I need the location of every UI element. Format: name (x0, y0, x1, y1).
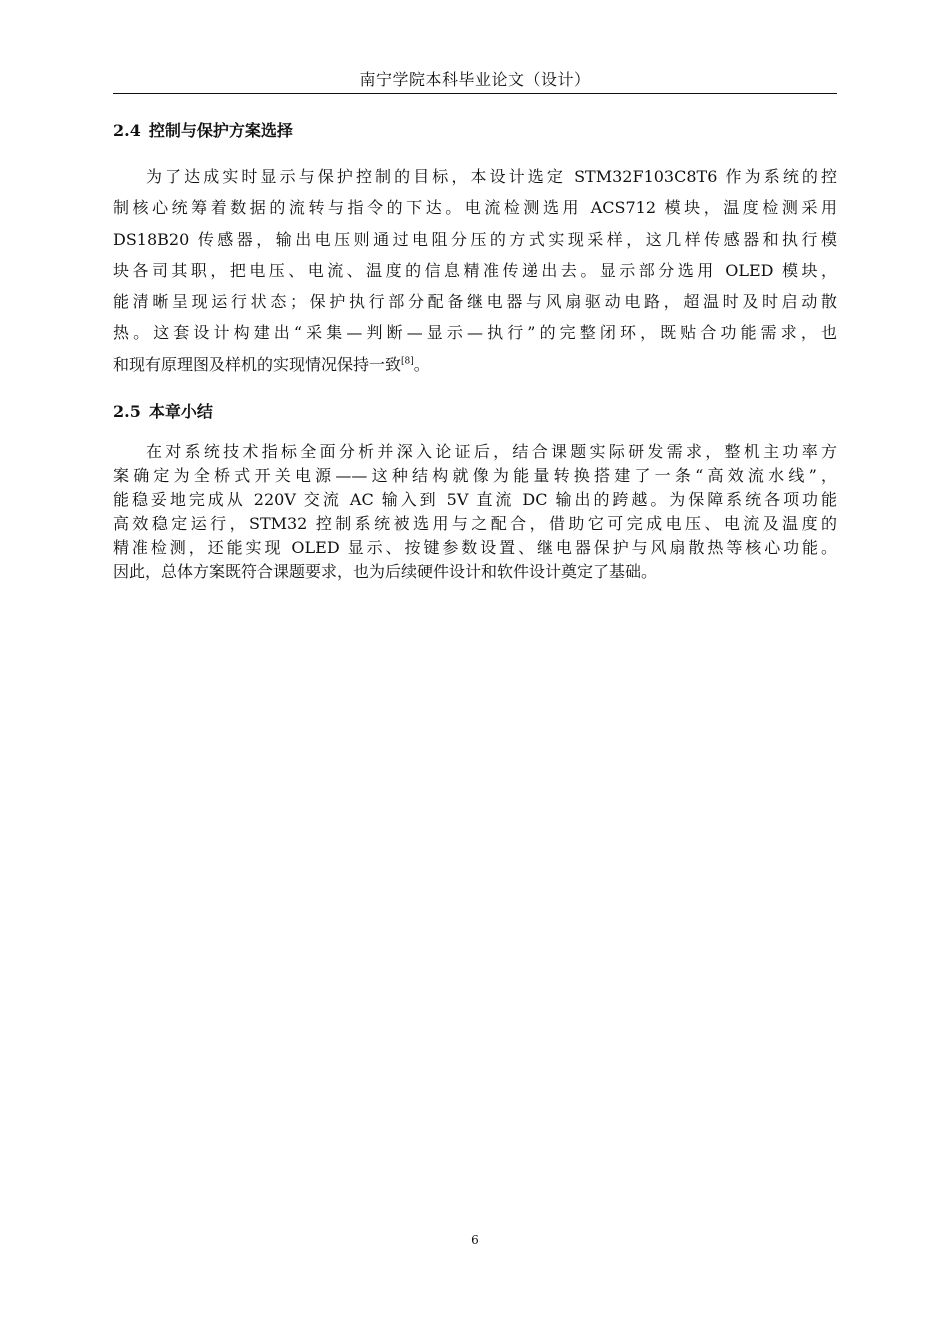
paragraph-line: 制核心统筹着数据的流转与指令的下达。电流检测选用 ACS712 模块，温度检测采用 (113, 198, 837, 218)
page-header (113, 66, 837, 94)
section-heading-2-4 (113, 119, 293, 143)
paragraph-line: 在对系统技术指标全面分析并深入论证后，结合课题实际研发需求，整机主功率方 (146, 442, 837, 461)
paragraph-line: 高效稳定运行，STM32 控制系统被选用与之配合，借助它可完成电压、电流及温度的 (113, 514, 837, 533)
section-title: 本章小结 (148, 402, 213, 421)
page-header-title: 南宁学院本科毕业论文（设计） (359, 70, 591, 89)
section-title: 控制与保护方案选择 (148, 121, 293, 140)
section-2-4-paragraph (113, 161, 837, 380)
paragraph-line: DS18B20 传感器，输出电压则通过电阻分压的方式实现采样，这几样传感器和执行模 (113, 229, 837, 249)
section-number: 2.4 (113, 121, 141, 140)
paragraph-line-text: 和现有原理图及样机的实现情况保持一致 (113, 354, 402, 374)
paragraph-line: 块各司其职，把电压、电流、温度的信息精准传递出去。显示部分选用 OLED 模块， (113, 260, 837, 280)
paragraph-line-end: 。 (413, 354, 430, 374)
citation-reference: [8] (401, 356, 414, 367)
paragraph-line: 精准检测，还能实现 OLED 显示、按键参数设置、继电器保护与风扇散热等核心功能。 (113, 538, 837, 557)
section-heading-2-5 (113, 400, 213, 424)
paragraph-line: 能清晰呈现运行状态；保护执行部分配备继电器与风扇驱动电路，超温时及时启动散 (113, 292, 837, 312)
paragraph-line: 因此，总体方案既符合课题要求，也为后续硬件设计和软件设计奠定了基础。 (113, 562, 658, 581)
section-2-5-paragraph (113, 440, 837, 584)
paragraph-line: 案确定为全桥式开关电源——这种结构就像为能量转换搭建了一条“高效流水线”， (113, 466, 837, 485)
paragraph-last-line (113, 349, 837, 380)
paragraph-line: 为了达成实时显示与保护控制的目标，本设计选定 STM32F103C8T6 作为系统的控 (146, 167, 837, 186)
page-number: 6 (471, 1233, 479, 1247)
section-number: 2.5 (113, 402, 141, 421)
paragraph-line: 能稳妥地完成从 220V 交流 AC 输入到 5V 直流 DC 输出的跨越。为保障系统各项功能 (113, 490, 837, 509)
paragraph-line: 热。这套设计构建出“采集—判断—显示—执行”的完整闭环，既贴合功能需求，也 (113, 323, 837, 343)
